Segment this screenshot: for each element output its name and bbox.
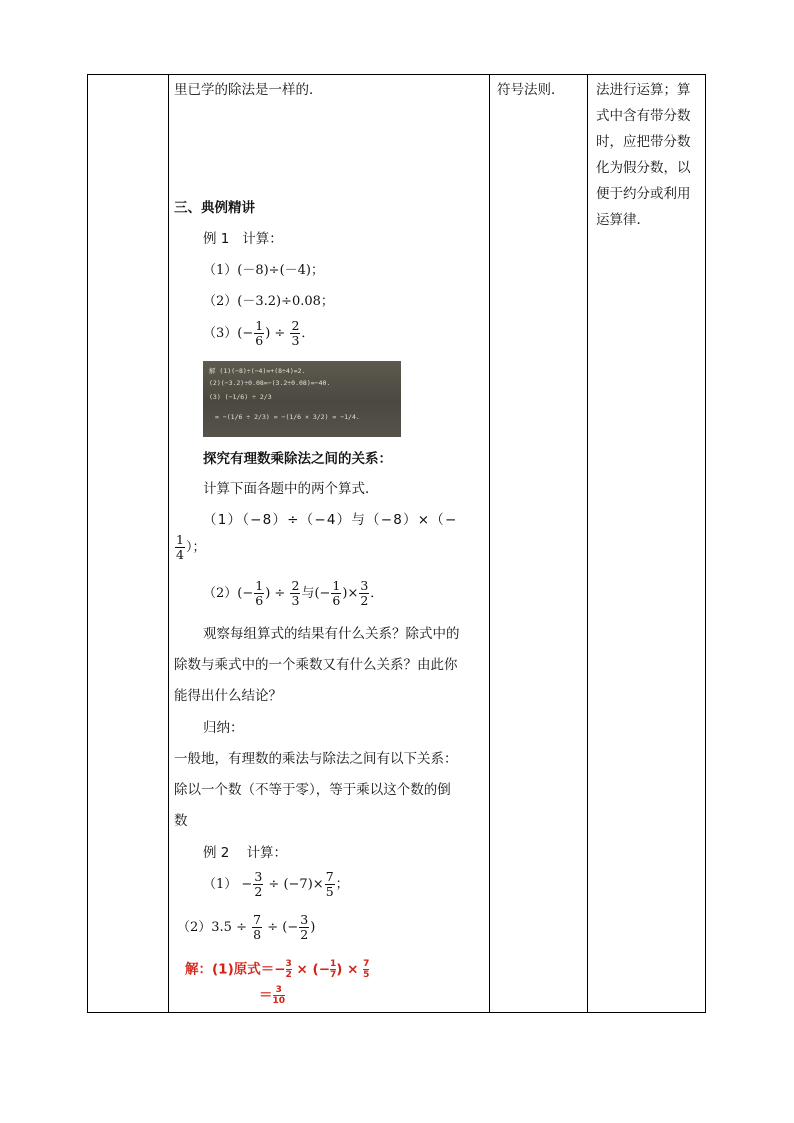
summary-line-1: 一般地，有理数的乘法与除法之间有以下关系： [174,751,458,767]
observe-line-1: 观察每组算式的结果有什么关系？除式中的 [203,626,460,642]
explore-task: 计算下面各题中的两个算式． [203,481,379,497]
summary-line-2: 除以一个数（不等于零），等于乘以这个数的倒 [174,782,451,798]
explore-title: 探究有理数乘除法之间的关系： [203,451,392,467]
observe-line-2: 除数与乘式中的一个乘数又有什么关系？由此你 [174,657,458,673]
summary-label: 归纳： [203,720,244,736]
example-2-solution: 解：(1)原式＝− $\frac{3}{2}$ × (− $\frac{1}{7}$ ) × $\frac{7}{5}$ [185,959,370,980]
question-1: （1）（−8）÷（−4）与（−8）×（− [203,512,458,528]
example-2-part-2: （2）3.5 ÷ $\frac{7}{8}$ ÷ (− $\frac{3}{2}$ ) [177,912,316,942]
continuation-line: 里已学的除法是一样的． [174,82,323,98]
example-1-title: 例 1 计算： [203,231,283,247]
example-2-title: 例 2 计算： [203,845,288,861]
column-1-cell [88,75,169,1013]
lesson-plan-table [87,74,706,1013]
example-2-solution-result: ＝ $\frac{3}{10}$ [259,985,286,1006]
column-4-cell [588,75,706,1013]
question-2: （2）(− $\frac{1}{6}$ ) ÷ $\frac{2}{3}$ 与(− $\frac{1}{6}$ )× $\frac{3}{2}$ ． [203,578,384,608]
textbook-solution-photo: 解 (1)(−8)÷(−4)=+(8÷4)=2. (2)(−3.2)÷0.08=−(3.2÷0.08)=−40. (3) (−1/6) ÷ 2/3 = −(1/6 ÷ 2/3) = −(1/6 × 3/2) = −1/4. [203,361,401,437]
example-2-part-1: （1） − $\frac{3}{2}$ ÷ (−7)× $\frac{7}{5}$ ； [203,869,349,899]
section-heading: 三、典例精讲 [174,200,255,216]
example-1-part-2: （2）(－3.2)÷0.08； [203,294,334,309]
column-2-cell [169,75,490,1013]
observe-line-3: 能得出什么结论？ [174,688,282,704]
column-4-text: 法进行运算；算式中含有带分数时，应把带分数化为假分数，以便于约分或利用运算律． [596,82,691,228]
summary-line-3: 数 [174,813,188,829]
column-3-text: 符号法则． [497,82,565,98]
example-1-part-3: （3）(− $\frac{1}{6}$ ) ÷ $\frac{2}{3}$ ． [203,318,315,348]
column-3-cell [490,75,588,1013]
question-1-tail: $\frac{1}{4}$ ）； [176,532,206,562]
example-1-part-1: （1）(－8)÷(－4)； [203,263,324,278]
